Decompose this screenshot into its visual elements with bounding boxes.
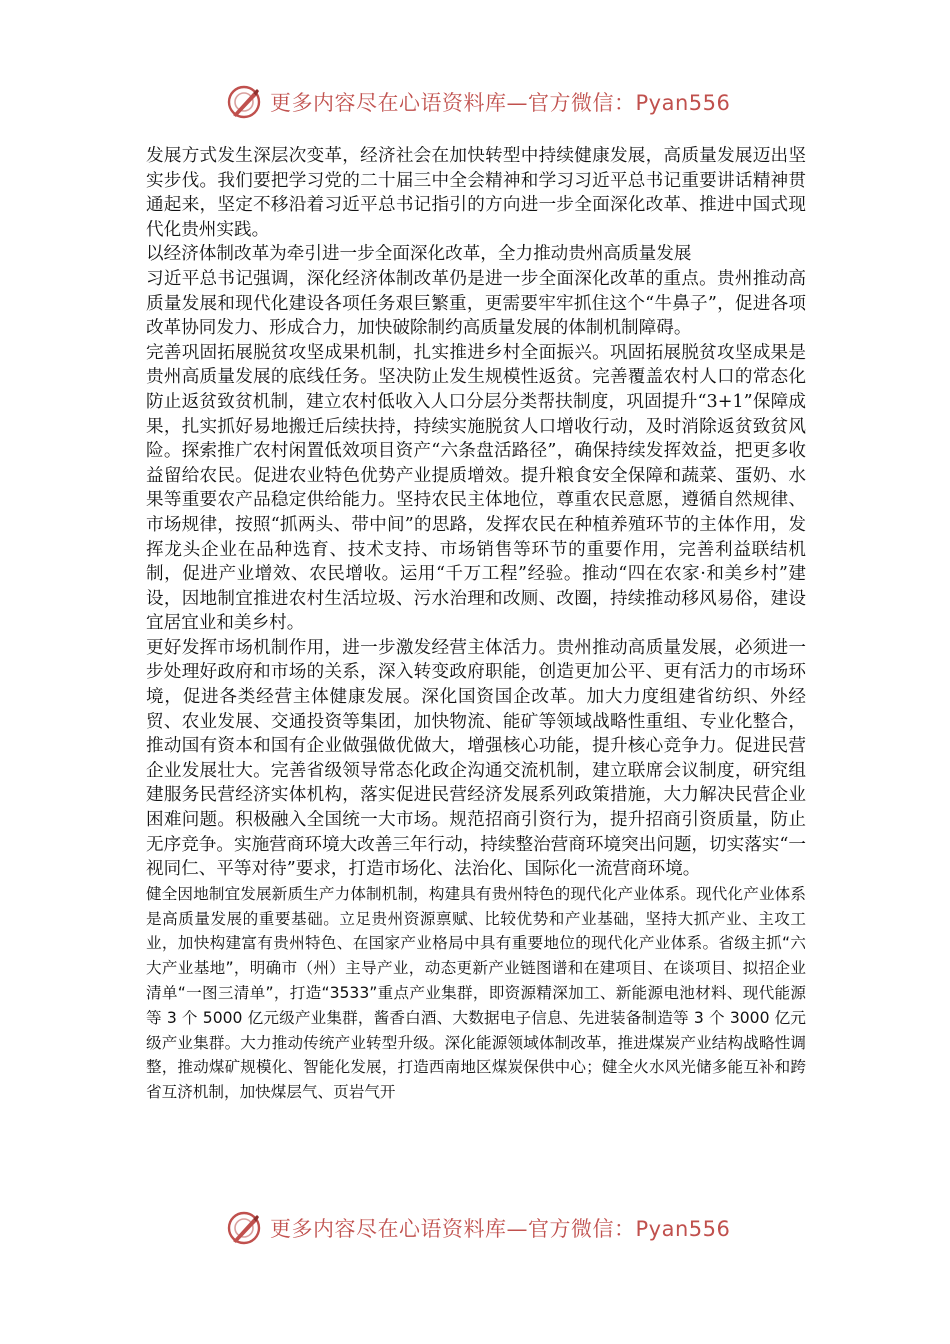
document-body (146, 144, 806, 1105)
paragraph-rural-revitalization: 完善巩固拓展脱贫攻坚成果机制，扎实推进乡村全面振兴。巩固拓展脱贫攻坚成果是贵州高质量发展的底线任务。坚决防止发生规模性返贫。完善覆盖农村人口的常态化防止返贫致贫机制，建立农村低收入人口分层分类帮扶制度，巩固提升“3+1”保障成果，扎实抓好易地搬迁后续扶持，持续实施脱贫人口增收行动，及时消除返贫致贫风险。探索推广农村闲置低效项目资产“六条盘活路径”，确保持续发挥效益，把更多收益留给农民。促进农业特色优势产业提质增效。提升粮食安全保障和蔬菜、蛋奶、水果等重要农产品稳定供给能力。坚持农民主体地位，尊重农民意愿，遵循自然规律、市场规律，按照“抓两头、带中间”的思路，发挥农民在种植养殖环节的主体作用，发挥龙头企业在品种选育、技术支持、市场销售等环节的重要作用，完善利益联结机制，促进产业增效、农民增收。运用“千万工程”经验。推动“四在农家·和美乡村”建设，因地制宜推进农村生活垃圾、污水治理和改厕、改圈，持续推动移风易俗，建设宜居宜业和美乡村。 (146, 342, 806, 634)
header-banner (226, 82, 746, 122)
footer-banner (226, 1208, 746, 1248)
pen-logo-icon (226, 1210, 262, 1246)
section-heading: 以经济体制改革为牵引进一步全面深化改革，全力推动贵州高质量发展 (146, 244, 692, 265)
paragraph-intro: 发展方式发生深层次变革，经济社会在加快转型中持续健康发展，高质量发展迈出坚实步伐。我们要把学习党的二十届三中全会精神和学习习近平总书记重要讲话精神贯通起来，坚定不移沿着习近平总书记指引的方向进一步全面深化改革、推进中国式现代化贵州实践。 (146, 146, 806, 240)
paragraph-industrial-system: 健全因地制宜发展新质生产力体制机制，构建具有贵州特色的现代化产业体系。现代化产业体系是高质量发展的重要基础。立足贵州资源禀赋、比较优势和产业基础，坚持大抓产业、主攻工业，加快构建富有贵州特色、在国家产业格局中具有重要地位的现代化产业体系。省级主抓“六大产业基地”，明确市（州）主导产业，动态更新产业链图谱和在建项目、在谈项目、拟招企业清单“一图三清单”，打造“3533”重点产业集群，即资源精深加工、新能源电池材料、现代能源等 3 个 5000 亿元级产业集群，酱香白酒、大数据电子信息、先进装备制造等 3 个 3000 亿元级产业集群。大力推动传统产业转型升级。深化能源领域体制改革，推进煤炭产业结构战略性调整，推动煤矿规模化、智能化发展，打造西南地区煤炭保供中心；健全火水风光储多能互补和跨省互济机制，加快煤层气、页岩气开 (146, 884, 806, 1102)
header-banner-text: 更多内容尽在心语资料库—官方微信：Pyan556 (270, 91, 731, 115)
paragraph-market-mechanism: 更好发挥市场机制作用，进一步激发经营主体活力。贵州推动高质量发展，必须进一步处理好政府和市场的关系，深入转变政府职能，创造更加公平、更有活力的市场环境，促进各类经营主体健康发展。深化国资国企改革。加大力度组建省纺织、外经贸、农业发展、交通投资等集团，加快物流、能矿等领域战略性重组、专业化整合，推动国有资本和国有企业做强做优做大，增强核心功能，提升核心竞争力。促进民营企业发展壮大。完善省级领导常态化政企沟通交流机制，建立联席会议制度，研究组建服务民营经济实体机构，落实促进民营经济发展系列政策措施，大力解决民营企业困难问题。积极融入全国统一大市场。规范招商引资行为，提升招商引资质量，防止无序竞争。实施营商环境大改善三年行动，持续整治营商环境突出问题，切实落实“一视同仁、平等对待”要求，打造市场化、法治化、国际化一流营商环境。 (146, 637, 806, 880)
pen-logo-icon (226, 84, 262, 120)
footer-banner-text: 更多内容尽在心语资料库—官方微信：Pyan556 (270, 1217, 731, 1241)
paragraph-reform-focus: 习近平总书记强调，深化经济体制改革仍是进一步全面深化改革的重点。贵州推动高质量发展和现代化建设各项任务艰巨繁重，更需要牢牢抓住这个“牛鼻子”，促进各项改革协同发力、形成合力，加快破除制约高质量发展的体制机制障碍。 (146, 268, 806, 339)
